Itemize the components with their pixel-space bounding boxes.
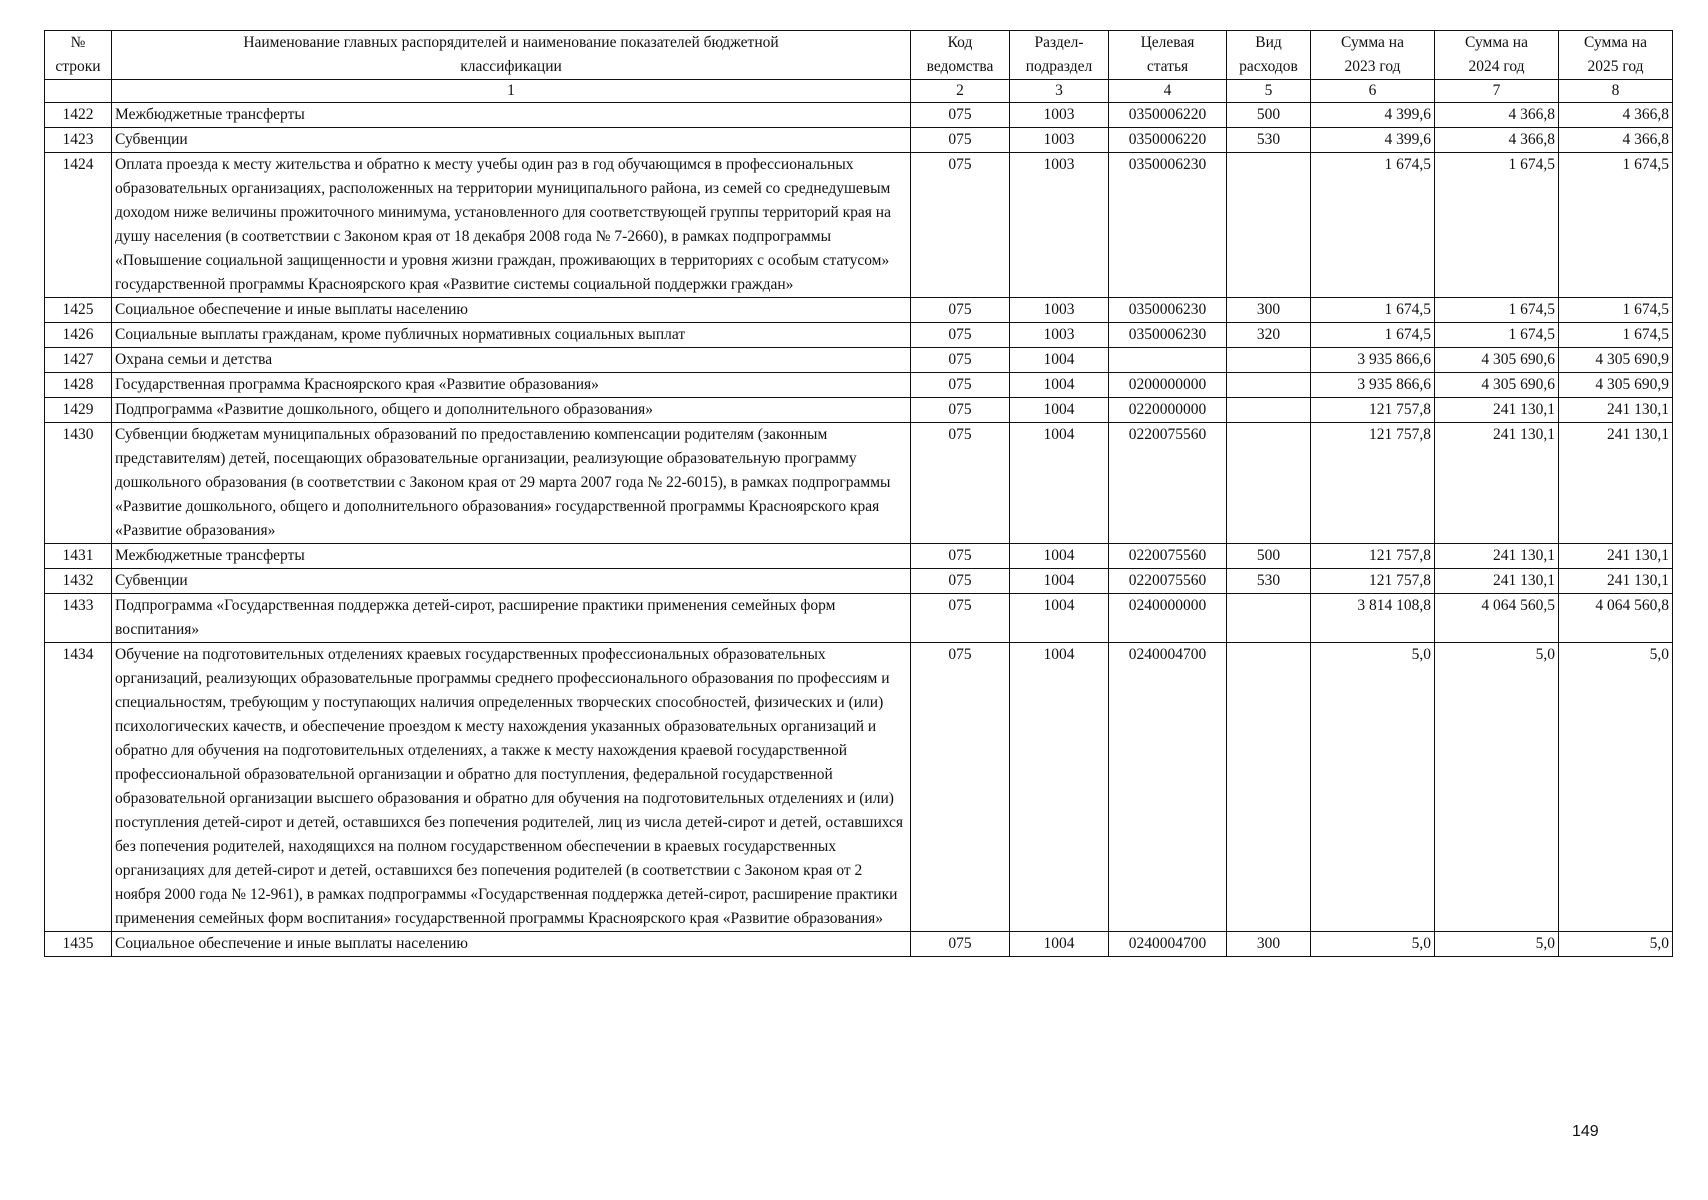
target-code [1109, 348, 1227, 373]
header-kind: Вид расходов [1227, 31, 1311, 80]
row-number: 1429 [45, 398, 112, 423]
section-code: 1003 [1010, 128, 1109, 153]
header-y2025: Сумма на 2025 год [1559, 31, 1673, 80]
table-row [45, 932, 1673, 957]
table-row [45, 423, 1673, 544]
row-number: 1426 [45, 323, 112, 348]
amount-2024: 4 366,8 [1435, 128, 1559, 153]
expense-kind [1227, 594, 1311, 643]
amount-2024: 4 305 690,6 [1435, 373, 1559, 398]
row-number: 1432 [45, 569, 112, 594]
row-name: Межбюджетные трансферты [112, 103, 911, 128]
row-number: 1433 [45, 594, 112, 643]
amount-2024: 4 064 560,5 [1435, 594, 1559, 643]
section-code: 1004 [1010, 594, 1109, 643]
row-number: 1430 [45, 423, 112, 544]
column-number: 8 [1559, 80, 1673, 103]
row-name: Субвенции бюджетам муниципальных образований по предоставлению компенсации родителям (законным представителям) детей, посещающих образовательные организации, реализующие образовательную программу дошкольного образования (в соответствии с Законом края от 29 марта 2007 года № 22-6015), в рамках подпрограммы «Развитие дошкольного, общего и дополнительного образования» государственной программы Красноярского края «Развитие образования» [112, 423, 911, 544]
amount-2025: 4 366,8 [1559, 128, 1673, 153]
column-number: 2 [911, 80, 1010, 103]
amount-2023: 4 399,6 [1311, 128, 1435, 153]
table-row [45, 398, 1673, 423]
amount-2024: 241 130,1 [1435, 569, 1559, 594]
target-code: 0220075560 [1109, 544, 1227, 569]
amount-2025: 241 130,1 [1559, 423, 1673, 544]
amount-2024: 1 674,5 [1435, 153, 1559, 298]
amount-2025: 1 674,5 [1559, 298, 1673, 323]
amount-2024: 1 674,5 [1435, 323, 1559, 348]
header-target: Целевая статья [1109, 31, 1227, 80]
section-code: 1004 [1010, 569, 1109, 594]
section-code: 1004 [1010, 423, 1109, 544]
dept-code: 075 [911, 298, 1010, 323]
amount-2023: 3 814 108,8 [1311, 594, 1435, 643]
amount-2023: 1 674,5 [1311, 153, 1435, 298]
row-number: 1423 [45, 128, 112, 153]
header-section: Раздел- подраздел [1010, 31, 1109, 80]
dept-code: 075 [911, 323, 1010, 348]
table-row [45, 643, 1673, 932]
expense-kind [1227, 348, 1311, 373]
target-code: 0350006230 [1109, 298, 1227, 323]
amount-2023: 4 399,6 [1311, 103, 1435, 128]
table-row [45, 298, 1673, 323]
amount-2023: 121 757,8 [1311, 569, 1435, 594]
expense-kind [1227, 373, 1311, 398]
dept-code: 075 [911, 348, 1010, 373]
column-number-blank [45, 80, 112, 103]
amount-2023: 121 757,8 [1311, 423, 1435, 544]
amount-2025: 241 130,1 [1559, 569, 1673, 594]
table-row [45, 348, 1673, 373]
expense-kind [1227, 643, 1311, 932]
row-name: Межбюджетные трансферты [112, 544, 911, 569]
dept-code: 075 [911, 643, 1010, 932]
section-code: 1004 [1010, 544, 1109, 569]
column-number: 7 [1435, 80, 1559, 103]
row-number: 1425 [45, 298, 112, 323]
amount-2023: 121 757,8 [1311, 398, 1435, 423]
header-name: Наименование главных распорядителей и наименование показателей бюджетной классификации [112, 31, 911, 80]
dept-code: 075 [911, 594, 1010, 643]
expense-kind: 320 [1227, 323, 1311, 348]
expense-kind: 300 [1227, 298, 1311, 323]
row-name: Охрана семьи и детства [112, 348, 911, 373]
amount-2025: 1 674,5 [1559, 323, 1673, 348]
target-code: 0350006220 [1109, 128, 1227, 153]
dept-code: 075 [911, 423, 1010, 544]
column-number: 1 [112, 80, 911, 103]
amount-2025: 5,0 [1559, 643, 1673, 932]
row-name: Социальное обеспечение и иные выплаты населению [112, 932, 911, 957]
row-number: 1422 [45, 103, 112, 128]
dept-code: 075 [911, 153, 1010, 298]
section-code: 1004 [1010, 643, 1109, 932]
dept-code: 075 [911, 373, 1010, 398]
expense-kind [1227, 423, 1311, 544]
amount-2025: 4 064 560,8 [1559, 594, 1673, 643]
header-y2023: Сумма на 2023 год [1311, 31, 1435, 80]
target-code: 0350006230 [1109, 153, 1227, 298]
dept-code: 075 [911, 544, 1010, 569]
amount-2024: 5,0 [1435, 643, 1559, 932]
amount-2025: 241 130,1 [1559, 398, 1673, 423]
target-code: 0220075560 [1109, 423, 1227, 544]
table-row [45, 373, 1673, 398]
amount-2024: 241 130,1 [1435, 544, 1559, 569]
target-code: 0240004700 [1109, 643, 1227, 932]
target-code: 0200000000 [1109, 373, 1227, 398]
row-name: Субвенции [112, 569, 911, 594]
row-number: 1427 [45, 348, 112, 373]
amount-2025: 4 305 690,9 [1559, 373, 1673, 398]
row-name: Подпрограмма «Развитие дошкольного, общего и дополнительного образования» [112, 398, 911, 423]
column-numbers-row [45, 80, 1673, 103]
section-code: 1004 [1010, 348, 1109, 373]
row-number: 1424 [45, 153, 112, 298]
column-number: 5 [1227, 80, 1311, 103]
row-number: 1435 [45, 932, 112, 957]
amount-2023: 3 935 866,6 [1311, 373, 1435, 398]
table-row [45, 153, 1673, 298]
expense-kind [1227, 153, 1311, 298]
amount-2023: 5,0 [1311, 932, 1435, 957]
column-number: 4 [1109, 80, 1227, 103]
row-number: 1434 [45, 643, 112, 932]
amount-2025: 5,0 [1559, 932, 1673, 957]
amount-2023: 1 674,5 [1311, 298, 1435, 323]
header-row [45, 31, 1673, 80]
amount-2025: 1 674,5 [1559, 153, 1673, 298]
section-code: 1003 [1010, 103, 1109, 128]
amount-2024: 4 305 690,6 [1435, 348, 1559, 373]
dept-code: 075 [911, 932, 1010, 957]
expense-kind: 500 [1227, 544, 1311, 569]
row-name: Социальное обеспечение и иные выплаты населению [112, 298, 911, 323]
row-name: Социальные выплаты гражданам, кроме публичных нормативных социальных выплат [112, 323, 911, 348]
dept-code: 075 [911, 103, 1010, 128]
table-row [45, 323, 1673, 348]
row-name: Обучение на подготовительных отделениях краевых государственных профессиональных образовательных организаций, реализующих образовательные программы среднего профессионального образования по профессиям и специальностям, требующим у поступающих наличия определенных творческих способностей, физических и (или) психологических качеств, и обеспечение проездом к месту нахождения указанных образовательных организаций и обратно для обучения на подготовительных отделениях, а также к месту нахождения краевой государственной профессиональной образовательной организации и обратно для поступления, федеральной государственной образовательной организации высшего образования и обратно для обучения на подготовительных отделениях и (или) поступления детей-сирот и детей, оставшихся без попечения родителей, лиц из числа детей-сирот и детей, оставшихся без попечения родителей, находящихся на полном государственном обеспечении в краевых государственных организациях для детей-сирот и детей, оставшихся без попечения родителей (в соответствии с Законом края от 2 ноября 2000 года № 12-961), в рамках подпрограммы «Государственная поддержка детей-сирот, расширение практики применения семейных форм воспитания» государственной программы Красноярского края «Развитие образования» [112, 643, 911, 932]
target-code: 0350006230 [1109, 323, 1227, 348]
amount-2024: 1 674,5 [1435, 298, 1559, 323]
table-row [45, 594, 1673, 643]
target-code: 0220075560 [1109, 569, 1227, 594]
row-name: Оплата проезда к месту жительства и обратно к месту учебы один раз в год обучающимся в профессиональных образовательных организациях, расположенных на территории муниципального района, из семей со среднедушевым доходом ниже величины прожиточного минимума, установленного для соответствующей группы территорий края на душу населения (в соответствии с Законом края от 18 декабря 2008 года № 7-2660), в рамках подпрограммы «Повышение социальной защищенности и уровня жизни граждан, проживающих в территориях с особым статусом» государственной программы Красноярского края «Развитие системы социальной поддержки граждан» [112, 153, 911, 298]
table-row [45, 569, 1673, 594]
expense-kind: 530 [1227, 569, 1311, 594]
page-number: 149 [1572, 1123, 1599, 1140]
section-code: 1004 [1010, 932, 1109, 957]
target-code: 0350006220 [1109, 103, 1227, 128]
dept-code: 075 [911, 128, 1010, 153]
dept-code: 075 [911, 398, 1010, 423]
row-name: Государственная программа Красноярского края «Развитие образования» [112, 373, 911, 398]
header-dept: Код ведомства [911, 31, 1010, 80]
column-number: 6 [1311, 80, 1435, 103]
target-code: 0240004700 [1109, 932, 1227, 957]
amount-2023: 1 674,5 [1311, 323, 1435, 348]
amount-2024: 4 366,8 [1435, 103, 1559, 128]
budget-table [44, 30, 1673, 957]
section-code: 1003 [1010, 298, 1109, 323]
section-code: 1003 [1010, 153, 1109, 298]
table-row [45, 544, 1673, 569]
section-code: 1003 [1010, 323, 1109, 348]
dept-code: 075 [911, 569, 1010, 594]
target-code: 0220000000 [1109, 398, 1227, 423]
amount-2024: 241 130,1 [1435, 398, 1559, 423]
amount-2025: 241 130,1 [1559, 544, 1673, 569]
section-code: 1004 [1010, 373, 1109, 398]
table-row [45, 128, 1673, 153]
table-row [45, 103, 1673, 128]
row-name: Подпрограмма «Государственная поддержка детей-сирот, расширение практики применения семейных форм воспитания» [112, 594, 911, 643]
expense-kind: 530 [1227, 128, 1311, 153]
amount-2025: 4 366,8 [1559, 103, 1673, 128]
header-row-no: № строки [45, 31, 112, 80]
amount-2025: 4 305 690,9 [1559, 348, 1673, 373]
amount-2024: 241 130,1 [1435, 423, 1559, 544]
header-y2024: Сумма на 2024 год [1435, 31, 1559, 80]
expense-kind [1227, 398, 1311, 423]
expense-kind: 500 [1227, 103, 1311, 128]
amount-2024: 5,0 [1435, 932, 1559, 957]
row-number: 1428 [45, 373, 112, 398]
row-name: Субвенции [112, 128, 911, 153]
row-number: 1431 [45, 544, 112, 569]
section-code: 1004 [1010, 398, 1109, 423]
column-number: 3 [1010, 80, 1109, 103]
amount-2023: 5,0 [1311, 643, 1435, 932]
expense-kind: 300 [1227, 932, 1311, 957]
amount-2023: 3 935 866,6 [1311, 348, 1435, 373]
amount-2023: 121 757,8 [1311, 544, 1435, 569]
target-code: 0240000000 [1109, 594, 1227, 643]
